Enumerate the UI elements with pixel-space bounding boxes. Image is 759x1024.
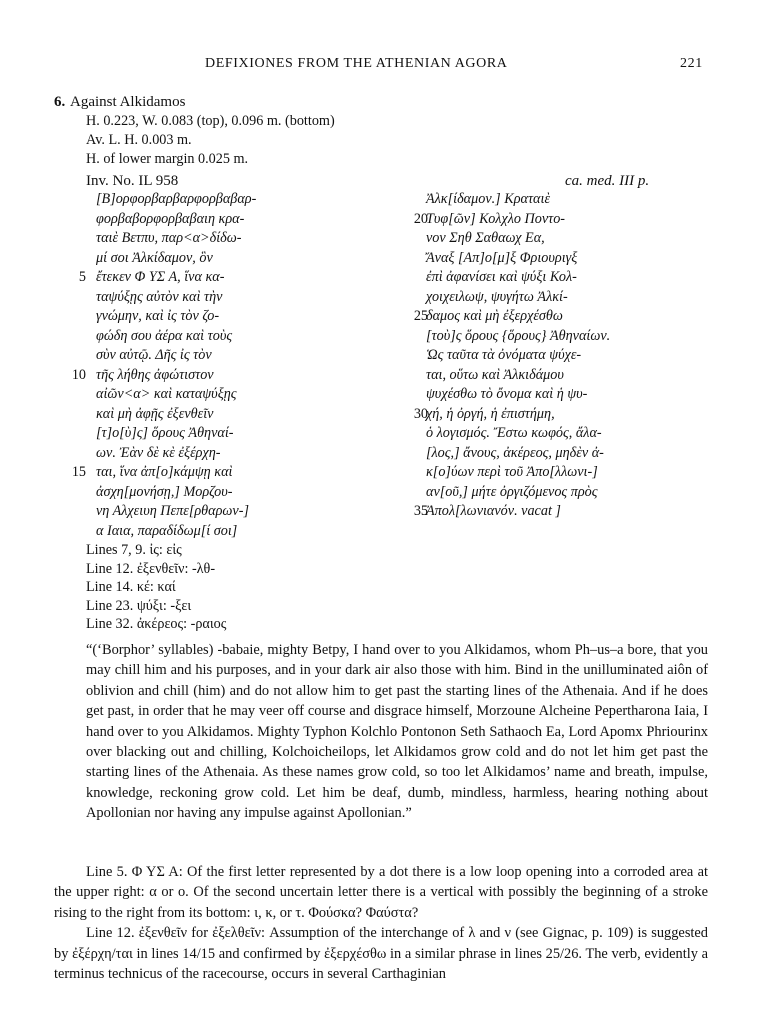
note-line: Line 14. κέ: καί: [86, 579, 176, 596]
text-line: 30 χή, ἡ ὀργή, ἡ ἐπιστήμη,: [413, 405, 555, 422]
text-line: αν[οῦ,] μήτε ὀργιζόμενος πρὸς: [426, 483, 598, 500]
entry-inventory: Inv. No. IL 958: [86, 173, 179, 189]
entry-dimensions: H. 0.223, W. 0.083 (top), 0.096 m. (bottom): [86, 113, 335, 129]
entry-letter-height: Av. L. H. 0.003 m.: [86, 132, 192, 148]
greek-text-right-column: [400, 190, 720, 522]
text-line: ψυχέσθω τὸ ὄνομα καὶ ἡ ψυ-: [426, 386, 588, 402]
text-line: χοιχειλωψ, ψυγήτω Ἀλκί-: [426, 288, 568, 305]
note-line: Lines 7, 9. ἰς: εἰς: [86, 542, 182, 558]
text-line: Ἀλκ[ίδαμον.] Κραταιὲ: [426, 191, 551, 207]
note-line: Line 12. ἐξενθεῖν: -λθ-: [86, 560, 216, 577]
text-line: γνώμην, καὶ ἰς τὸν ζο-: [96, 308, 220, 324]
translation-text: “(‘Borphor’ syllables) -babaie, mighty Betpy, I hand over to you Alkidamos, whom Ph–us–a bore, that you may chill him and his purposes, and in your dark air also those with him. Bind in the unilluminated aiôn of oblivion and chill (him) and do not allow him to get past the starting lines of the Athenaia. And if he does get past, in order that he may veer off course and disgrace himself, Morzoune Alcheine Pepertharona Iaia, I hand over to you Alkidamos. Mighty Typhon Kolchlo Pontonon Seth Sathaoch Ea, Lord Apomx Phriourinx over blacking out and chilling, Kolchoicheilops, let Alkidamos grow cold and do not let him get past the starting lines of the Athenaia. As these names grow cold, so too let Alkidamos’ name and breath, impulse, knowledge, reckoning grow cold. Let him be deaf, dumb, mindless, harmless, hearing nothing about Apollonian nor having any impulse against Apollonian.”: [86, 642, 708, 822]
entry-date: ca. med. III p.: [565, 173, 650, 189]
text-line: ων. Ἐὰν δὲ κὲ ἐξέρχη-: [96, 444, 221, 461]
text-line: 35 Ἀπολ[λωνιανόν. vacat ]: [413, 503, 561, 519]
text-line: 25 δαμος καὶ μὴ ἐξερχέσθω: [413, 308, 563, 324]
text-line: 10 τῆς λήθης ἀφώτιστον: [71, 366, 214, 383]
text-line: ἀσχη[μονήσῃ,] Μορζου-: [96, 483, 233, 500]
text-line: ταψύξῃς αὐτὸν καὶ τὴν: [96, 288, 223, 305]
text-line: ταιὲ Βετπυ, παρ<α>δίδω-: [96, 230, 242, 246]
text-line: Ὡς ταῦτα τὰ ὀνόματα ψύχε-: [426, 347, 582, 363]
text-line: κ[ο]ύων περὶ τοῦ Ἀπο[λλωνι-]: [426, 464, 598, 480]
text-line: νον Σηθ Σαθαωχ Εα,: [426, 230, 545, 246]
text-line: Ἄναξ [Απ]ο[μ]ξ Φριουριγξ: [426, 249, 578, 266]
text-line: α Ιαια, παραδίδωμ[ί σοι]: [96, 522, 238, 539]
note-line: Line 23. ψύξι: -ξει: [86, 597, 192, 614]
entry-number: 6.: [54, 94, 66, 110]
text-line: ὁ λογισμός. Ἔστω κωφός, ἄλα-: [426, 425, 602, 441]
text-line: 15 ται, ἵνα ἀπ[ο]κάμψῃ καὶ: [71, 464, 233, 480]
commentary: [54, 862, 708, 984]
apparatus-notes: [86, 541, 386, 634]
text-line: φορβαβορφορβαβαιη κρα-: [96, 210, 245, 227]
translation: [86, 640, 708, 824]
commentary-paragraph: Line 5. Φ ΥΣ Α: Of the first letter represented by a dot there is a low loop opening into a corroded area at the upper right: α or ο. Of the second uncertain letter there is a vertical with possibly the beginning of a stroke rising to the right from its bottom: ι, κ, or τ. Φούσκα? Φαύστα?: [54, 864, 708, 921]
text-line: ται, οὕτω καὶ Ἀλκιδάμου: [426, 366, 564, 383]
text-line: 20 Τυφ[ῶν] Κολχλο Ποντο-: [413, 210, 566, 227]
text-line: 5 ἔτεκεν Φ ΥΣ Α, ἵνα κα-: [78, 269, 225, 285]
running-title: DEFIXIONES FROM THE ATHENIAN AGORA: [205, 56, 508, 71]
text-line: [τοὺ]ς ὅρους {ὅρους} Ἀθηναίων.: [426, 327, 611, 344]
text-line: μί σοι Ἀλκίδαμον, ὃν: [96, 249, 213, 266]
entry-title: Against Alkidamos: [70, 94, 186, 110]
text-line: ἐπὶ ἀφανίσει καὶ ψύξι Κολ-: [426, 269, 577, 285]
text-line: [Β]ορφορβαρβαρφορβαβαρ-: [96, 191, 257, 207]
text-line: [λος,] ἄνους, ἀκέρεος, μηδὲν ἀ-: [426, 444, 604, 461]
commentary-paragraph: Line 12. ἐξενθεῖν for ἐξελθεῖν: Assumption of the interchange of λ and ν (see Gignac, p. 109) is suggested by ἐξέρχη/ται in lines 14/15 and confirmed by ἐξερχέσθω in a similar phrase in lines 25/26. The verb, evidently a terminus technicus of the racecourse, occurs in several Carthaginian: [54, 925, 708, 983]
entry-margin: H. of lower margin 0.025 m.: [86, 151, 249, 167]
text-line: νη Αλχειυη Πεπε[ρθαρων-]: [96, 503, 249, 519]
page-number: 221: [680, 56, 703, 71]
text-line: καὶ μὴ ἀφῇς ἐξενθεῖν: [96, 405, 214, 422]
greek-text-left-column: [58, 190, 358, 541]
text-line: αἰῶν<α> καὶ καταψύξῃς: [96, 386, 237, 402]
text-line: φώδη σου ἀέρα καὶ τοὺς: [96, 327, 233, 344]
text-line: [τ]ο[ὺ]ς] ὅρους Ἀθηναί-: [96, 425, 234, 441]
note-line: Line 32. ἀκέρεος: -ραιος: [86, 616, 227, 633]
text-line: σὺν αὐτῷ. Δῆς ἰς τὸν: [96, 347, 212, 363]
